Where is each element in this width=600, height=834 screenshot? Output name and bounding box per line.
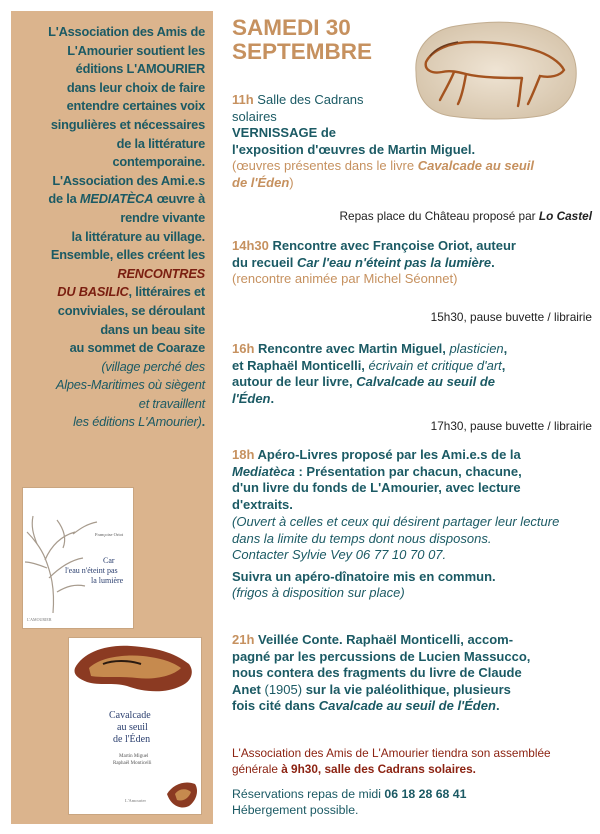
- event-4-note: (Ouvert à celles et ceux qui désirent partager leur lecture: [232, 514, 560, 529]
- reservation-phone: 06 18 28 68 41: [384, 787, 467, 801]
- event-4-time: 18h: [232, 447, 255, 462]
- book-cover-car-leau: [22, 487, 134, 629]
- lunch-text: Repas place du Château proposé par: [339, 209, 539, 223]
- event-1: [232, 92, 592, 191]
- event-4-fragment: : Présentation par chacun, chacune,: [294, 463, 522, 479]
- event-5: [232, 632, 592, 715]
- sidebar-line: Alpes-Maritimes où siègent: [55, 377, 205, 393]
- pause-2: 17h30, pause buvette / librairie: [430, 419, 592, 433]
- book2-title-3: de l'Éden: [113, 734, 151, 745]
- event-3-role: plasticien: [449, 341, 504, 356]
- event-3-book-title-2: l'Éden: [232, 390, 271, 406]
- sidebar-line: L'Association des Amis de: [48, 24, 205, 39]
- event-5-fragment: .: [495, 698, 500, 713]
- sidebar-line: et travaillent: [138, 395, 205, 411]
- sidebar-line: éditions L'AMOURIER: [75, 61, 205, 77]
- book2-title-2: au seuil: [117, 722, 148, 733]
- event-1-exposition: l'exposition d'œuvres de Martin Miguel.: [232, 141, 476, 157]
- mediateca-name: MEDIATÈCA: [79, 191, 154, 207]
- event-2-fragment: du recueil: [232, 254, 298, 270]
- event-4-mediateca: Mediatèca: [232, 463, 295, 479]
- event-4-note: dans la limite du temps dont nous disposons.: [232, 530, 492, 546]
- book1-title-1: Car: [103, 556, 115, 565]
- assembly-line-1: L'Association des Amis de L'Amourier tiendra son assemblée: [232, 746, 551, 760]
- sidebar-fragment: , littéraires et: [128, 284, 205, 300]
- sidebar-line: Ensemble, elles créent les: [50, 247, 205, 263]
- book2-publisher: L'Amourier: [125, 798, 147, 803]
- event-5-fragment: nous contera des fragments du livre de Claude: [232, 665, 522, 680]
- event-3-fragment: autour de leur livre,: [232, 374, 357, 389]
- sidebar-line: L'Association des Ami.e.s: [52, 172, 205, 188]
- event-3-fragment: ,: [503, 341, 508, 356]
- event-2-book-title: Car l'eau n'éteint pas la lumière: [297, 254, 492, 270]
- sidebar-line: (village perché des: [101, 358, 205, 374]
- sidebar-line: [17, 283, 205, 302]
- event-1-book-title-2: de l'Éden: [232, 174, 290, 190]
- sidebar-fragment: de la: [48, 191, 80, 207]
- event-5-fragment: pagné par les percussions de Lucien Massucco,: [232, 648, 531, 664]
- sidebar-line: dans leur choix de faire: [66, 79, 205, 95]
- sidebar-fragment: les éditions L'Amourier): [73, 414, 202, 430]
- event-4: [232, 447, 592, 602]
- event-2-time: 14h30: [232, 238, 269, 253]
- assembly-time-place: à 9h30, salle des Cadrans solaires.: [281, 762, 476, 776]
- book2-author-2: Raphaël Monticelli: [113, 761, 152, 766]
- assembly-note: [232, 745, 592, 777]
- sidebar-line: au sommet de Coaraze: [69, 340, 205, 356]
- sidebar-line: singulières et nécessaires: [50, 116, 205, 132]
- event-1-place: Salle des Cadrans: [253, 92, 364, 107]
- event-4-followup: Suivra un apéro-dînatoire mis en commun.: [232, 568, 496, 584]
- lunch-venue: Lo Castel: [538, 209, 592, 223]
- event-2-fragment: .: [491, 254, 495, 270]
- event-1-book-title: Cavalcade au seuil: [417, 158, 535, 173]
- vernissage-label: VERNISSAGE: [232, 125, 318, 140]
- tree-illustration-icon: [23, 488, 133, 628]
- sidebar-fragment: .: [201, 414, 205, 430]
- footer-info: [232, 786, 592, 818]
- event-1-fragment: de: [317, 125, 337, 140]
- event-1-place-2: solaires: [232, 108, 277, 124]
- sidebar-fragment: œuvre à: [153, 191, 205, 207]
- sidebar-line: la littérature au village.: [71, 228, 205, 244]
- sidebar-text: [17, 23, 205, 432]
- event-5-year: (1905): [264, 681, 303, 697]
- event-5-time: 21h: [232, 632, 255, 647]
- sidebar-line: L'Amourier soutient les: [67, 42, 205, 58]
- event-2-title: Rencontre avec Françoise Oriot, auteur: [268, 238, 516, 253]
- basilic-label: DU BASILIC: [57, 284, 129, 300]
- assembly-fragment: générale: [232, 762, 282, 776]
- book1-title-3: la lumière: [91, 576, 124, 585]
- event-4-fragment: d'un livre du fonds de L'Amourier, avec lecture: [232, 480, 521, 495]
- pause-1: 15h30, pause buvette / librairie: [430, 310, 592, 324]
- event-3-fragment: et Raphaël Monticelli,: [232, 357, 369, 373]
- event-3-role-2: écrivain et critique d'art: [368, 357, 502, 373]
- sidebar-line: rendre vivante: [120, 209, 205, 225]
- event-4-contact: Contacter Sylvie Vey 06 77 10 70 07.: [232, 547, 447, 562]
- sidebar-line: entendre certaines voix: [66, 98, 205, 114]
- book2-title-1: Cavalcade: [109, 710, 151, 721]
- book1-publisher: L'AMOURIER: [27, 617, 52, 622]
- sidebar-line: [17, 413, 205, 432]
- event-3-time: 16h: [232, 341, 255, 356]
- event-3-fragment: .: [270, 390, 275, 406]
- event-3-fragment: ,: [501, 357, 506, 373]
- sidebar-line: contemporaine.: [112, 154, 205, 170]
- reservation-label: Réservations repas de midi: [232, 787, 385, 801]
- event-1-note: (œuvres présentes dans le livre: [232, 158, 418, 173]
- event-4-fragment: d'extraits.: [232, 496, 293, 512]
- event-5-fragment: Anet: [232, 681, 265, 697]
- sidebar-line: conviviales, se déroulant: [57, 302, 205, 318]
- sidebar-line: de la littérature: [116, 135, 205, 151]
- book1-title-2: l'eau n'éteint pas: [65, 566, 118, 575]
- date-month: SEPTEMBRE: [232, 39, 373, 64]
- event-1-note-close: ): [289, 174, 294, 190]
- sidebar-line: dans un beau site: [100, 321, 205, 337]
- event-5-book-title: Cavalcade au seuil de l'Éden: [318, 698, 496, 713]
- book-cover-cavalcade: [68, 637, 202, 815]
- date-day: SAMEDI 30: [232, 15, 351, 40]
- rencontres-label: RENCONTRES: [117, 265, 205, 281]
- event-3-book-title: Calvalcade au seuil de: [356, 374, 495, 389]
- book1-author: Françoise Oriot: [95, 532, 124, 537]
- event-4-title: Apéro-Livres proposé par les Ami.e.s de la: [254, 447, 521, 462]
- event-3: [232, 341, 592, 407]
- event-3-title: Rencontre avec Martin Miguel,: [254, 341, 450, 356]
- sidebar-line: [17, 190, 205, 209]
- event-4-followup-note: (frigos à disposition sur place): [232, 585, 405, 600]
- lunch-note: [232, 208, 592, 225]
- event-1-time: 11h: [232, 92, 254, 107]
- event-date-title: [232, 16, 372, 64]
- book2-author-1: Martin Miguel: [119, 754, 149, 759]
- event-5-title: Veillée Conte. Raphaël Monticelli, accom-: [254, 632, 514, 647]
- event-5-fragment: sur la vie paléolithique, plusieurs: [302, 681, 511, 697]
- event-5-fragment: fois cité dans: [232, 698, 319, 713]
- event-2-note: (rencontre animée par Michel Séonnet): [232, 271, 458, 286]
- event-2: [232, 238, 592, 288]
- lodging-note: Hébergement possible.: [232, 803, 359, 817]
